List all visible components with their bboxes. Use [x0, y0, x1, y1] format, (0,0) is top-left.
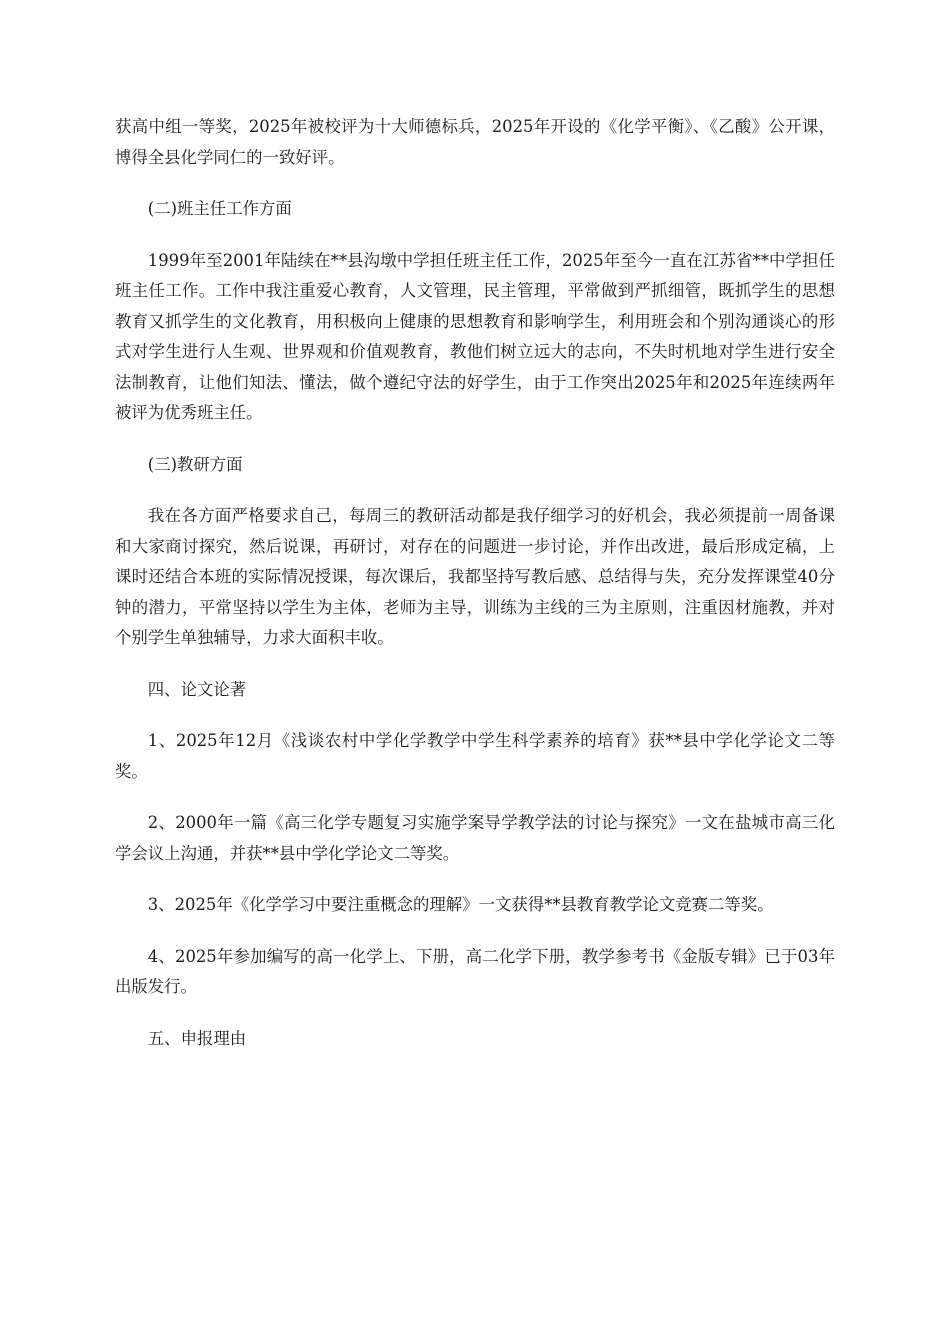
- section-heading-papers: 四、论文论著: [147, 679, 247, 699]
- paragraph-awards-continued: 获高中组一等奖，2025年被校评为十大师德标兵，2025年开设的《化学平衡》、《乙酸》公开课，博得全县化学同仁的一致好评。: [115, 117, 835, 167]
- paper-item-1: 1、2025年12月《浅谈农村中学化学教学中学生科学素养的培育》获**县中学化学论文二等奖。: [115, 731, 835, 781]
- section-heading-application-reason: 五、申报理由: [147, 1028, 247, 1048]
- section-heading-class-teacher: (二)班主任工作方面: [147, 199, 292, 218]
- section-heading-teaching-research: (三)教研方面: [147, 454, 243, 474]
- document-page: [115, 112, 835, 1054]
- paragraph-class-teacher: 1999年至2001年陆续在**县沟墩中学担任班主任工作，2025年至今一直在江苏省**中学担任班主任工作。工作中我注重爱心教育，人文管理，民主管理，平常做到严抓细管，既抓学生的思想教育又抓学生的文化教育，用积极向上健康的思想教育和影响学生，利用班会和个别沟通谈心的形式对学生进行人生观、世界观和价值观教育，教他们树立远大的志向，不失时机地对学生进行安全法制教育，让他们知法、懂法，做个遵纪守法的好学生，由于工作突出2025年和2025年连续两年被评为优秀班主任。: [115, 250, 835, 422]
- paper-item-4: 4、2025年参加编写的高一化学上、下册，高二化学下册，教学参考书《金版专辑》已于03年出版发行。: [115, 946, 835, 996]
- paper-item-2: 2、2000年一篇《高三化学专题复习实施学案导学教学法的讨论与探究》一文在盐城市高三化学会议上沟通，并获**县中学化学论文二等奖。: [115, 813, 835, 863]
- paper-item-3: 3、2025年《化学学习中要注重概念的理解》一文获得**县教育教学论文竞赛二等奖。: [147, 895, 774, 914]
- paragraph-teaching-research: 我在各方面严格要求自己，每周三的教研活动都是我仔细学习的好机会，我必须提前一周备课和大家商讨探究，然后说课，再研讨，对存在的问题进一步讨论，并作出改进，最后形成定稿，上课时还结合本班的实际情况授课，每次课后，我都坚持写教后感、总结得与失，充分发挥课堂40分钟的潜力，平常坚持以学生为主体，老师为主导，训练为主线的三为主原则，注重因材施教，并对个别学生单独辅导，力求大面积丰收。: [115, 506, 835, 647]
